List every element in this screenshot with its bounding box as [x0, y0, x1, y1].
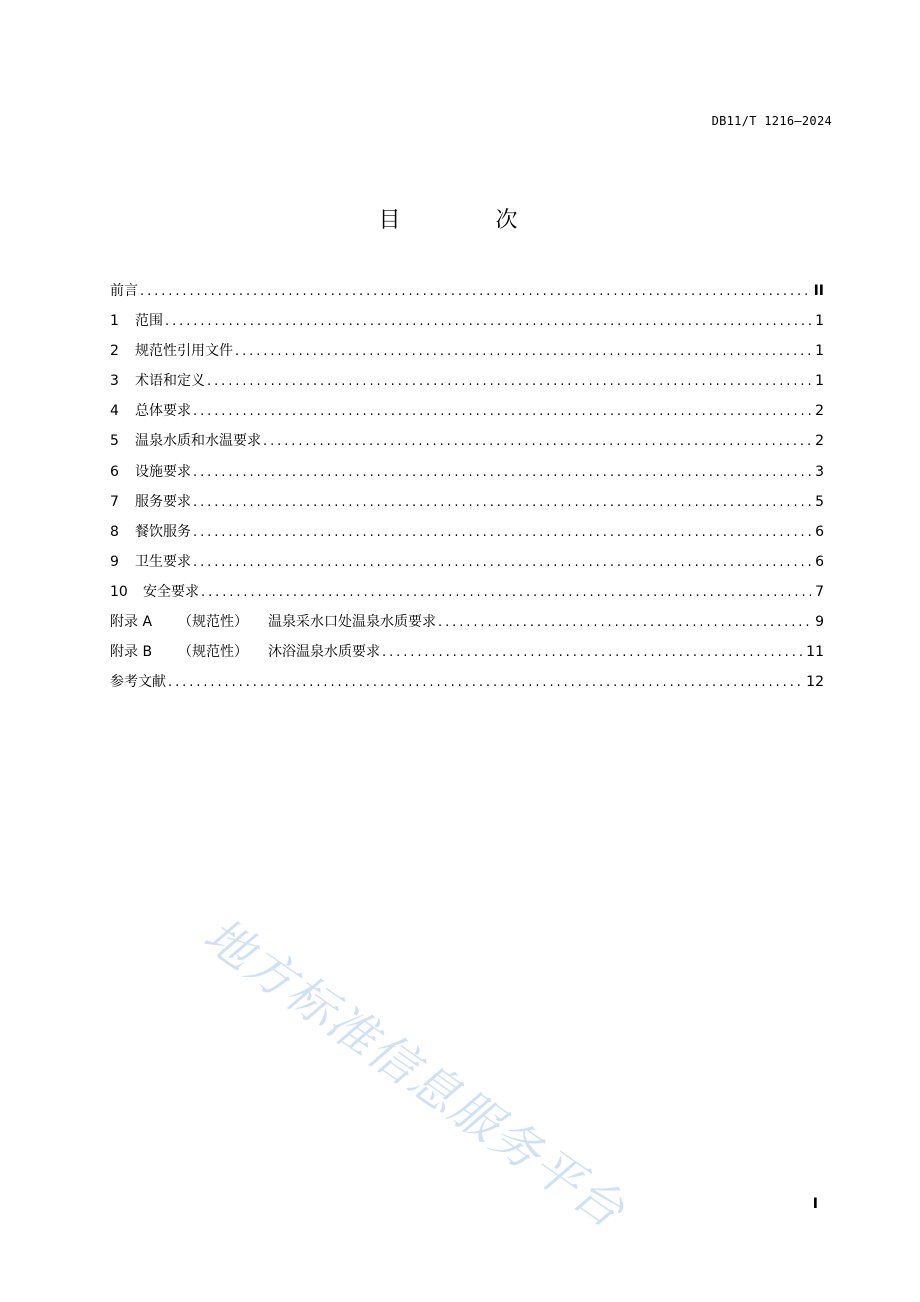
toc-entry-page: 6: [815, 523, 824, 540]
leader-dots: [263, 427, 811, 457]
toc-entry-general-requirements[interactable]: [110, 396, 824, 426]
toc-appendix-label: 附录 A: [110, 614, 153, 631]
toc-entry-label: 服务要求: [135, 493, 191, 510]
toc-entry-label: 温泉水质和水温要求: [135, 433, 261, 450]
toc-entry-page: 1: [815, 373, 824, 390]
toc-entry-terms[interactable]: [110, 366, 824, 396]
leader-dots: [193, 458, 811, 488]
toc-entry-page: 5: [815, 493, 824, 510]
leader-dots: [193, 397, 811, 427]
toc-appendix-label: 附录 B: [110, 644, 153, 661]
leader-dots: [438, 608, 811, 638]
leader-dots: [193, 488, 811, 518]
toc-entry-page: 9: [815, 614, 824, 631]
toc-entry-number: 10: [110, 583, 128, 600]
toc-entry-label: 规范性引用文件: [135, 343, 233, 360]
toc-entry-page: 1: [815, 313, 824, 330]
toc-entry-appendix-b[interactable]: [110, 637, 824, 667]
toc-entry-label: 参考文献: [110, 674, 166, 691]
toc-entry-label: 卫生要求: [135, 553, 191, 570]
document-code: DB11/T 1216—2024: [711, 114, 832, 128]
toc-entry-scope[interactable]: [110, 306, 824, 336]
toc-entry-label: 术语和定义: [135, 373, 205, 390]
toc-entry-number: 6: [110, 463, 119, 480]
leader-dots: [207, 367, 811, 397]
toc-entry-label: 设施要求: [135, 463, 191, 480]
toc-entry-number: 4: [110, 403, 119, 420]
leader-dots: [193, 518, 811, 548]
toc-entry-service[interactable]: [110, 487, 824, 517]
toc-entry-safety[interactable]: [110, 577, 824, 607]
leader-dots: [165, 307, 811, 337]
toc-entry-label: 安全要求: [143, 583, 199, 600]
toc-entry-number: 2: [110, 343, 119, 360]
toc-entry-page: 1: [815, 343, 824, 360]
toc-entry-page: 12: [806, 674, 824, 691]
toc-entry-number: 1: [110, 313, 119, 330]
toc-entry-number: 5: [110, 433, 119, 450]
toc-entry-label: 范围: [135, 313, 163, 330]
toc-entry-water-quality[interactable]: [110, 426, 824, 456]
toc-entry-number: 9: [110, 553, 119, 570]
toc-entry-label: 沐浴温泉水质要求: [268, 644, 380, 661]
toc-entry-page: 6: [815, 553, 824, 570]
leader-dots: [201, 578, 811, 608]
toc-title: 目 次: [378, 208, 562, 233]
leader-dots: [382, 638, 802, 668]
toc-entry-page: 2: [815, 433, 824, 450]
toc-entry-number: 7: [110, 493, 119, 510]
toc-entry-page: 3: [815, 463, 824, 480]
toc-entry-label: 温泉采水口处温泉水质要求: [268, 614, 436, 631]
toc-entry-foreword[interactable]: [110, 276, 824, 306]
toc-entry-appendix-a[interactable]: [110, 607, 824, 637]
leader-dots: [168, 668, 802, 698]
toc-entry-label: 总体要求: [135, 403, 191, 420]
toc-entry-facilities[interactable]: [110, 457, 824, 487]
toc-appendix-kind: （规范性）: [178, 644, 248, 661]
toc-entry-page: 2: [815, 403, 824, 420]
toc-entry-page: 11: [806, 644, 824, 661]
leader-dots: [235, 337, 811, 367]
leader-dots: [140, 277, 810, 307]
toc-appendix-kind: （规范性）: [178, 614, 248, 631]
watermark: 地方标准信息服务平台: [193, 907, 636, 1240]
page-number: I: [812, 1196, 818, 1212]
toc-entry-number: 3: [110, 373, 119, 390]
toc-entry-normative-references[interactable]: [110, 336, 824, 366]
toc-entry-hygiene[interactable]: [110, 547, 824, 577]
toc-entry-number: 8: [110, 523, 119, 540]
toc-entry-bibliography[interactable]: [110, 667, 824, 697]
leader-dots: [193, 548, 811, 578]
toc-entry-label: 前言: [110, 283, 138, 299]
toc-entry-page: 7: [815, 583, 824, 600]
toc-entry-label: 餐饮服务: [135, 523, 191, 540]
table-of-contents: [110, 276, 824, 697]
toc-entry-catering[interactable]: [110, 517, 824, 547]
toc-entry-page: II: [813, 283, 824, 299]
